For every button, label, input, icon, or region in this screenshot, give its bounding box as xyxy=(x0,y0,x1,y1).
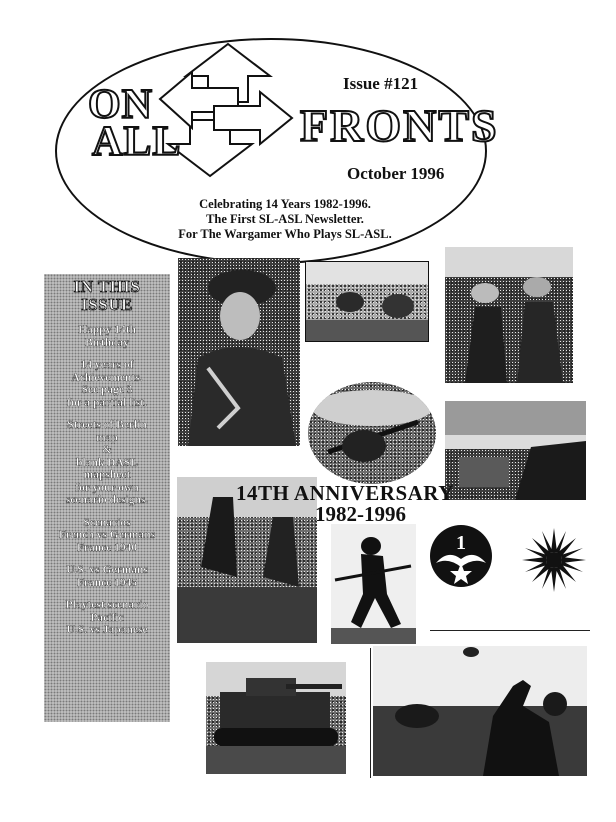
sidebar-item-line: Happy 14th xyxy=(78,324,136,336)
sidebar-item-line: scenario designs. xyxy=(65,494,149,506)
tagline-line-2: The First SL-ASL Newsletter. xyxy=(206,212,364,226)
title-on: ON xyxy=(88,82,153,128)
issue-number: Issue #121 xyxy=(343,74,419,93)
sidebar-item-line: blank DASL xyxy=(76,456,138,469)
sidebar-item-line: Achievements. xyxy=(71,371,143,384)
sidebar-item-line: French vs Germans xyxy=(58,529,156,541)
sunburst-emblem-icon xyxy=(521,527,587,593)
photo-circular-rifleman xyxy=(308,382,436,484)
photo-sherman-tank xyxy=(206,662,346,774)
sidebar-item-birthday xyxy=(44,324,170,349)
sidebar-item-line: mapsheet xyxy=(83,469,131,481)
photo-landing-craft xyxy=(445,401,586,500)
sidebar-item-line: U.S. vs Japanese xyxy=(66,624,148,636)
sidebar-item-line: France 1945 xyxy=(76,576,138,589)
sidebar-heading-line-1: IN THIS xyxy=(73,277,141,296)
photo-german-soldier-portrait xyxy=(178,258,300,446)
sidebar-item-line: Playtest scenario xyxy=(65,599,149,611)
photo-running-soldier xyxy=(331,524,416,644)
issue-date: October 1996 xyxy=(347,164,445,183)
sidebar-item-line: See page 3 xyxy=(81,384,133,396)
sidebar-item-line: U.S. vs Germans xyxy=(66,564,148,576)
army-division-insignia-icon xyxy=(428,523,494,589)
sidebar-item-line: France 1940 xyxy=(76,541,138,554)
sidebar-item-scenario-1945 xyxy=(44,564,170,589)
sidebar-item-line: for your own xyxy=(75,481,139,494)
sidebar-item-line: Birthday xyxy=(84,336,130,349)
sidebar-item-scenarios-1940 xyxy=(44,517,170,555)
sidebar-item-line: 14 years of xyxy=(80,359,134,371)
sidebar-item-line: Streets of Berlin xyxy=(67,419,147,431)
photo-soldiers-in-field xyxy=(305,261,429,342)
divider-line xyxy=(370,648,371,778)
photo-soldiers-advancing xyxy=(445,247,573,383)
sidebar-item-playtest xyxy=(44,599,170,637)
divider-line xyxy=(430,630,590,631)
sidebar-item-line: & xyxy=(102,444,112,456)
tagline-line-1: Celebrating 14 Years 1982-1996. xyxy=(199,197,371,211)
anniversary-title: 14TH ANNIVERSARY xyxy=(236,481,454,505)
in-this-issue-sidebar xyxy=(44,274,170,722)
title-all: ALL xyxy=(92,119,182,165)
sidebar-item-achievements xyxy=(44,359,170,409)
sidebar-item-line: map xyxy=(96,431,118,444)
sidebar-item-line: Scenarios xyxy=(83,516,131,529)
title-fronts: FRONTS xyxy=(300,100,499,151)
sidebar-heading-line-2: ISSUE xyxy=(81,295,133,314)
sidebar-item-line: for a partial list. xyxy=(67,396,147,409)
anniversary-years: 1982-1996 xyxy=(315,502,406,526)
sidebar-item-berlin-map xyxy=(44,419,170,507)
insignia-number: 1 xyxy=(456,532,466,554)
photo-grenade-thrower xyxy=(373,646,587,776)
tagline-line-3: For The Wargamer Who Plays SL-ASL. xyxy=(178,227,392,241)
sidebar-item-line: Pacific xyxy=(90,611,124,624)
